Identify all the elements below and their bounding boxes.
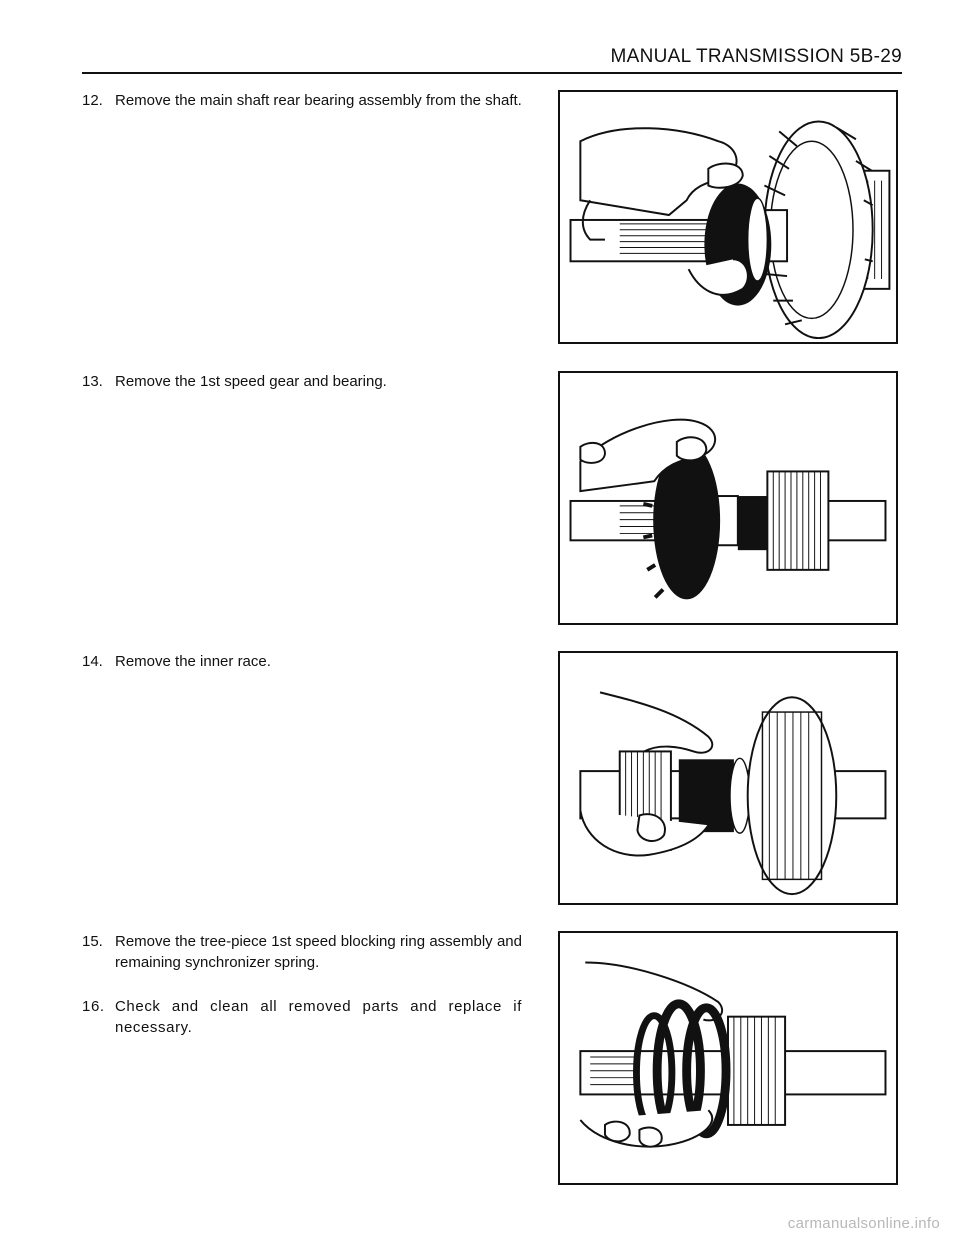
step-15 bbox=[82, 931, 522, 973]
step-13 bbox=[82, 371, 522, 392]
step-text: Remove the tree-piece 1st speed blocking ring assembly and remaining synchronizer spring. bbox=[115, 933, 522, 971]
step-text: Remove the main shaft rear bearing assembly from the shaft. bbox=[115, 92, 522, 109]
step-16 bbox=[82, 996, 522, 1038]
figure-inner-race-removal bbox=[558, 651, 898, 905]
step-12 bbox=[82, 90, 522, 111]
blocking-ring-removal-illustration-icon bbox=[560, 933, 896, 1183]
inner-race-removal-illustration-icon bbox=[560, 653, 896, 903]
step-text: Remove the inner race. bbox=[115, 653, 271, 670]
step-14 bbox=[82, 651, 522, 672]
step-number: 15. bbox=[82, 933, 103, 950]
page-title: MANUAL TRANSMISSION 5B-29 bbox=[610, 46, 902, 67]
figure-first-speed-gear-removal bbox=[558, 371, 898, 625]
bearing-removal-illustration-icon bbox=[560, 92, 896, 342]
figure-bearing-removal bbox=[558, 90, 898, 344]
header-divider bbox=[82, 72, 902, 74]
step-number: 16. bbox=[82, 998, 105, 1015]
step-text: Remove the 1st speed gear and bearing. bbox=[115, 373, 387, 390]
step-number: 13. bbox=[82, 373, 103, 390]
first-speed-gear-removal-illustration-icon bbox=[560, 373, 896, 623]
step-number: 12. bbox=[82, 92, 103, 109]
watermark: carmanualsonline.info bbox=[787, 1215, 940, 1232]
figure-blocking-ring-removal bbox=[558, 931, 898, 1185]
step-number: 14. bbox=[82, 653, 103, 670]
step-text: Check and clean all removed parts and replace if necessary. bbox=[115, 998, 522, 1036]
